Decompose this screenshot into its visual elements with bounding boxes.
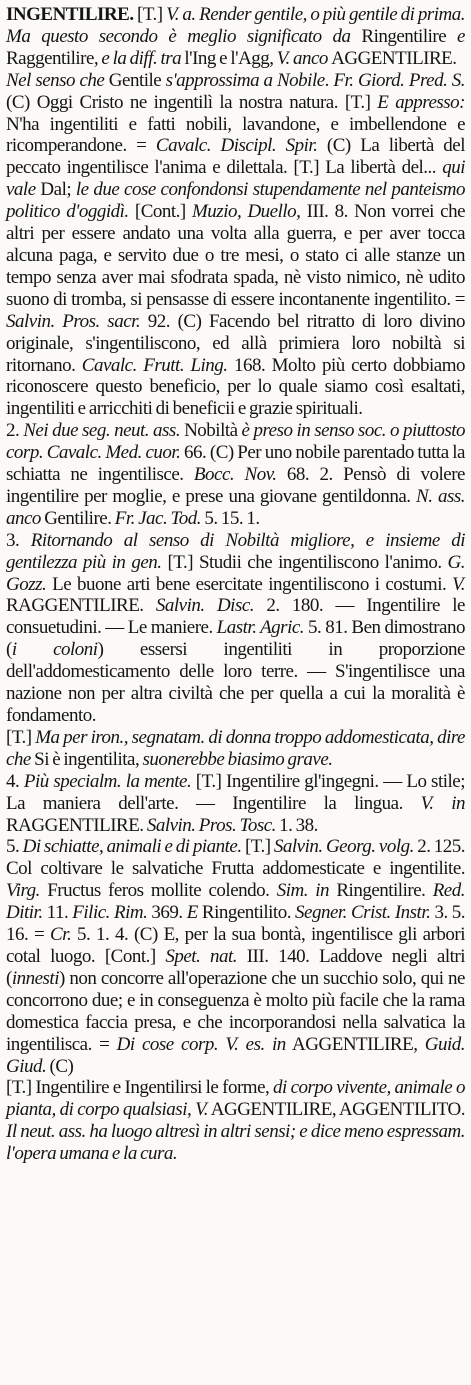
text-run: 5. 1. 4. (C) E, per la sua bontà, ingentilisce gli arbori cotal luogo. [Cont.] [6, 924, 465, 967]
entry-sense-2 [6, 420, 465, 530]
text-run: ) essersi ingentiliti in proporzione dell'addomesticamento delle loro terre. — S'ingentilisce una nazione non per altra civiltà che per quella a cui la moralità è fondamento. [6, 639, 465, 726]
text-run: i coloni [11, 639, 98, 661]
text-run: Cavalc. Discipl. Spir. [155, 135, 318, 157]
text-run: Fr. Jac. Tod. [114, 507, 202, 529]
text-run: Cavalc. Med. cuor. [46, 442, 181, 464]
text-run: le due cose confondonsi stupendamente nel panteismo politico d'oggidì. [6, 179, 465, 223]
text-run: [T.] [133, 4, 167, 25]
text-run: di corpo vivente, animale o pianta, di corpo qualsiasi, [6, 1077, 466, 1121]
text-run: (C) La libertà del peccato ingentilisce l'anima e dilettala. [T.] La libertà del... [6, 135, 465, 179]
text-run: [T.] [241, 836, 274, 858]
entry-sense-5-forms [6, 1077, 465, 1165]
text-run: [T.] Studii che ingentiliscono l'animo. [161, 551, 448, 573]
text-run: Di cose corp. V. es. in [116, 1033, 286, 1055]
text-run: E appresso: [377, 91, 466, 113]
text-run: Ringentilire [361, 25, 447, 47]
text-run: Il neut. ass. ha luogo altresì in altri sensi; e dice meno espressam. l'opera umana e la cura. [6, 1121, 465, 1165]
text-run: Fr. Giord. Pred. S. [333, 69, 466, 91]
text-run: 3. 5. 16. = [6, 902, 466, 946]
text-run: Lastr. Agric. [216, 617, 305, 639]
text-run: Gentilire. [40, 507, 115, 529]
text-run: N'ha ingentiliti e fatti nobili, lavandone, e imbellendone e ricomperandone. = [6, 113, 465, 157]
text-run: Spet. nat. [165, 945, 238, 967]
text-run: Nobile [277, 69, 325, 91]
entry-headword-paragraph [6, 4, 465, 70]
text-run: Muzio, Duello, [191, 201, 301, 223]
text-run: innesti [11, 967, 59, 989]
text-run: 4. [6, 770, 24, 792]
text-run: V. a. Render gentile, o più gentile di prima. Ma questo secondo è meglio significato da [6, 4, 465, 47]
text-run: V. in [420, 792, 465, 814]
text-run: E [186, 902, 198, 924]
text-run: G. Gozz. [6, 551, 466, 595]
text-run: Ringentilito. [197, 902, 296, 924]
text-run: Dal; [35, 179, 76, 201]
text-run: Più specialm. la mente. [23, 770, 192, 792]
text-run: Nei due seg. neut. ass. [23, 420, 181, 442]
text-run: Filic. Rim. [72, 902, 148, 924]
text-run: Nel senso che [6, 69, 109, 91]
text-run: la diff. tra [112, 47, 182, 69]
text-run: Guid. Giud. [6, 1033, 466, 1077]
text-run: Salvin. Pros. Tosc. [146, 814, 276, 836]
text-run: Gentile [108, 69, 166, 91]
text-run: 2. 125. Col coltivare le salvatiche Frutta addomesticate e ingentilite. [6, 836, 466, 880]
text-run: Sim. in [276, 880, 330, 902]
entry-sense-3 [6, 530, 465, 727]
entry-sense-4 [6, 771, 465, 837]
text-run: III. 140. Laddove negli altri ( [6, 945, 465, 989]
text-run: V. [195, 1099, 208, 1121]
text-run: 68. 2. Pensò di volere ingentilire per moglie, e prese una giovane gentildonna. [6, 464, 465, 507]
text-run: Bocc. Nov. [193, 464, 277, 486]
text-run: 2. 180. — Ingentilire le consuetudini. — Le maniere. [6, 595, 465, 639]
text-run: Segner. Crist. Instr. [295, 902, 431, 924]
text-run: suonerebbe biasimo grave. [142, 748, 333, 770]
text-run: 168. Molto più certo dobbiamo riconoscere questo beneficio, per lo quale siamo così esaltati, ingentiliti e arricchiti di beneficii e grazie spirituali. [6, 354, 465, 420]
text-run: 66. (C) Per uno nobile parentado tutta la schiatta ne ingentilisce. [6, 442, 465, 486]
text-run: AGGENTILIRE [331, 47, 453, 69]
entry-sense-3-ironic [6, 727, 465, 771]
entry-sense-1 [6, 70, 465, 421]
text-run: Si è ingentilita, [30, 748, 143, 770]
text-run: Ritornando al senso di Nobiltà migliore, e insieme di gentilezza più in gen. [6, 529, 465, 573]
text-run: RAGGENTILIRE. [6, 814, 144, 836]
text-run: Virg. [6, 880, 40, 902]
text-run: Le buone arti bene esercitate ingentiliscono i costumi. [46, 573, 453, 595]
text-run: 369. [147, 902, 187, 924]
text-run: Salvin. Georg. volg. [273, 836, 414, 858]
text-run: (C) Oggi Cristo ne ingentilì la nostra natura. [T.] [6, 91, 378, 113]
entry-sense-5 [6, 836, 465, 1077]
text-run [144, 595, 156, 616]
text-run: 11. [42, 902, 73, 924]
text-run: Fructus feros mollite colendo. [39, 880, 277, 902]
text-run: Cr. [49, 924, 72, 946]
text-run: [T.] Ingentilire gl'ingegni. — Lo stile; La maniera dell'arte. — Ingentilire la lingua. [6, 770, 465, 814]
text-run: . [324, 69, 334, 91]
text-run: [T.] Ingentilire e Ingentilirsi le forme, [6, 1077, 274, 1099]
text-run: Nobiltà [180, 420, 242, 442]
text-run: Raggentilire [6, 47, 94, 69]
text-run [417, 1034, 424, 1055]
text-run: . [452, 47, 457, 69]
text-run: 2. [6, 420, 24, 442]
text-run: s'approssima a [165, 69, 277, 91]
text-run: V. anco [276, 47, 332, 69]
text-run: Ringentilire. [329, 880, 433, 902]
text-run: ) non concorre all'operazione che un succhio solo, qui ne concorrono due; e in conseguenza è molto più facile che la rama domestica faccia presa, e che incorporandosi nella salvatica la ingentilisca. = [6, 967, 465, 1055]
text-run: Cavalc. Frutt. Ling. [81, 354, 228, 376]
text-run: [Cont.] [128, 201, 192, 223]
text-run: è preso in senso soc. o piuttosto corp. [6, 420, 465, 464]
text-run: INGENTILIRE. [6, 4, 134, 25]
text-run: AGGENTILIRE, AGGENTILITO. [207, 1099, 465, 1121]
text-run: Salvin. Pros. sacr. [6, 310, 141, 332]
text-run: AGGENTILIRE, [285, 1033, 418, 1055]
text-run: Ma per iron., segnatam. di donna troppo addomesticata, dire che [6, 726, 465, 770]
text-run: 5. [6, 836, 23, 858]
text-run: RAGGENTILIRE. [6, 595, 144, 617]
text-run: III. 8. Non vorrei che altri per essere andato una volta alla guerra, e per aver tocca alcuna paga, e servito due o tre mesi, o stato ci alle stanze un tempo senza aver mai sfodrata spada, nè visto nimico, nè udito suono di tromba, si pensasse di essere incontanente ingentilito. = [6, 201, 466, 310]
text-run: Red. Ditir. [6, 880, 465, 924]
text-run: 92. (C) Facendo bel ritratto di loro divino originale, s'ingentiliscono, ed allà primiera loro nobiltà si ritornano. [6, 310, 466, 376]
text-run: Salvin. Disc. [155, 595, 255, 617]
text-run: [T.] [6, 726, 36, 748]
text-run: (C) [46, 1055, 74, 1077]
text-run: 5. 15. 1. [201, 507, 260, 529]
text-run: , e [93, 47, 113, 69]
text-run: N. ass. anco [6, 485, 465, 529]
text-run: Di schiatte, animali e di piante. [22, 836, 242, 858]
text-run: e [446, 25, 465, 47]
text-run: 3. [6, 529, 31, 551]
text-run: 5. 81. Ben dimostrano ( [6, 617, 465, 661]
text-run: 1. 38. [275, 814, 318, 836]
text-run: l'Ing e l'Agg, [181, 47, 277, 69]
text-run: qui vale [6, 157, 465, 201]
text-run: V. [452, 573, 465, 595]
